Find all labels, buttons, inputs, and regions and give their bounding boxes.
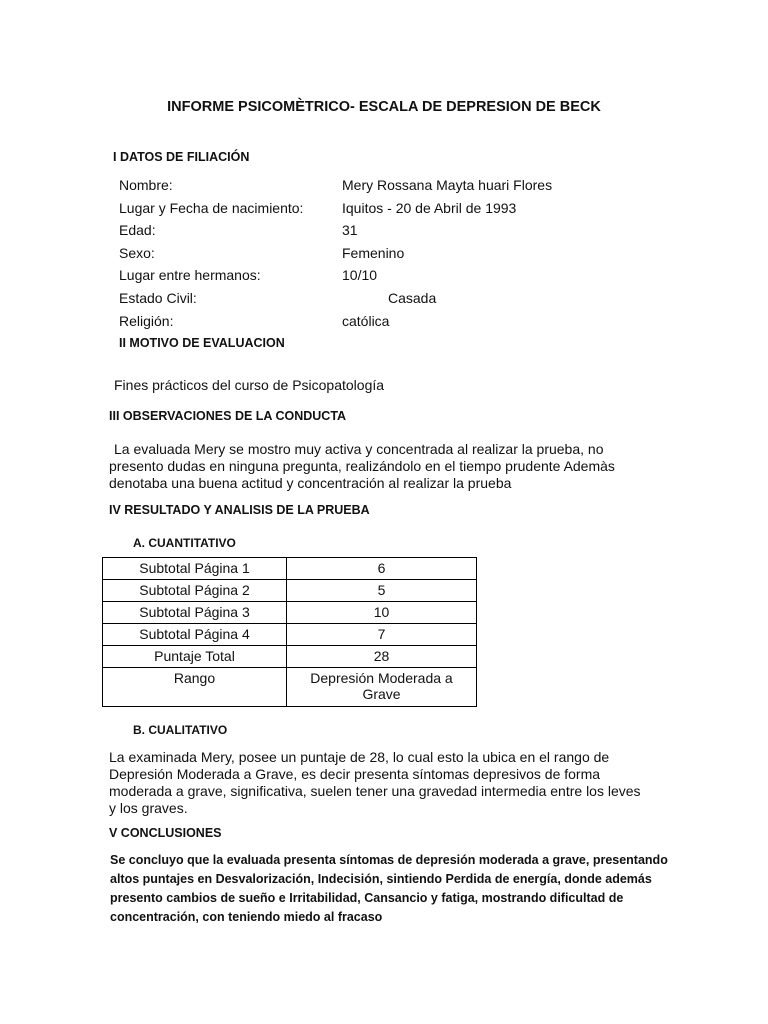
field-value-sexo: Femenino [342,245,405,261]
table-cell-label: Rango [103,668,287,707]
field-label-estado-civil: Estado Civil: [119,290,197,306]
section-3-paragraph [109,441,669,492]
paragraph-line: altos puntajes en Desvalorización, Indecisión, sintiendo Perdida de energía, donde además [110,872,652,886]
table-cell-label: Subtotal Página 1 [103,558,287,580]
paragraph-line: Se concluyo que la evaluada presenta síntomas de depresión moderada a grave, presentando [110,853,668,867]
paragraph-line: y los graves. [109,800,188,816]
paragraph-line: Depresión Moderada a Grave, es decir presenta síntomas depresivos de forma [109,766,601,782]
table-cell-value: 6 [287,558,477,580]
qualitative-paragraph [109,749,689,817]
section-1-heading: I DATOS DE FILIACIÓN [113,150,250,164]
subsection-b-heading: B. CUALITATIVO [133,723,228,737]
field-label-edad: Edad: [119,222,156,238]
conclusions-paragraph [110,851,710,927]
subsection-a-heading: A. CUANTITATIVO [133,536,236,550]
table-row [103,624,477,646]
table-cell-value [287,668,477,707]
table-row [103,602,477,624]
field-value-nombre: Mery Rossana Mayta huari Flores [342,177,553,193]
field-label-hermanos: Lugar entre hermanos: [119,267,261,283]
table-row [103,646,477,668]
report-title: INFORME PSICOMÈTRICO- ESCALA DE DEPRESION DE BECK [167,99,601,115]
field-value-estado-civil: Casada [388,290,437,306]
field-value-edad: 31 [342,222,358,238]
table-row [103,558,477,580]
table-cell-value: 7 [287,624,477,646]
paragraph-line: presento dudas en ninguna pregunta, realizándolo en el tiempo prudente Ademàs [109,458,615,474]
field-value-lugar-fecha: Iquitos - 20 de Abril de 1993 [342,200,517,216]
range-line-2: Grave [362,686,401,702]
table-row [103,668,477,707]
field-value-hermanos: 10/10 [342,267,378,283]
paragraph-line: La evaluada Mery se mostro muy activa y concentrada al realizar la prueba, no [114,441,604,457]
table-cell-value: 10 [287,602,477,624]
section-4-heading: IV RESULTADO Y ANALISIS DE LA PRUEBA [109,503,370,517]
field-label-religion: Religión: [119,313,174,329]
paragraph-line: concentración, con teniendo miedo al fracaso [110,910,383,924]
table-row [103,580,477,602]
table-cell-label: Subtotal Página 2 [103,580,287,602]
table-cell-label: Subtotal Página 3 [103,602,287,624]
table-cell-value: 5 [287,580,477,602]
field-label-sexo: Sexo: [119,245,155,261]
table-cell-label: Puntaje Total [103,646,287,668]
range-line-1: Depresión Moderada a [310,670,453,686]
field-label-nombre: Nombre: [119,177,173,193]
section-5-heading: V CONCLUSIONES [109,826,222,840]
paragraph-line: denotaba una buena actitud y concentración al realizar la prueba [109,475,512,491]
results-table [102,557,477,707]
section-2-heading: II MOTIVO DE EVALUACION [119,336,285,350]
paragraph-line: presento cambios de sueño e Irritabilidad, Cansancio y fatiga, mostrando dificultad de [110,891,624,905]
field-value-religion: católica [342,313,390,329]
section-3-heading: III OBSERVACIONES DE LA CONDUCTA [109,409,347,423]
paragraph-line: La examinada Mery, posee un puntaje de 28, lo cual esto la ubica en el rango de [109,749,610,765]
paragraph-line: moderada a grave, significativa, suelen tener una gravedad intermedia entre los leves [109,783,641,799]
section-2-text: Fines prácticos del curso de Psicopatología [114,377,385,393]
field-label-lugar-fecha: Lugar y Fecha de nacimiento: [119,200,304,216]
table-cell-value: 28 [287,646,477,668]
table-cell-label: Subtotal Página 4 [103,624,287,646]
